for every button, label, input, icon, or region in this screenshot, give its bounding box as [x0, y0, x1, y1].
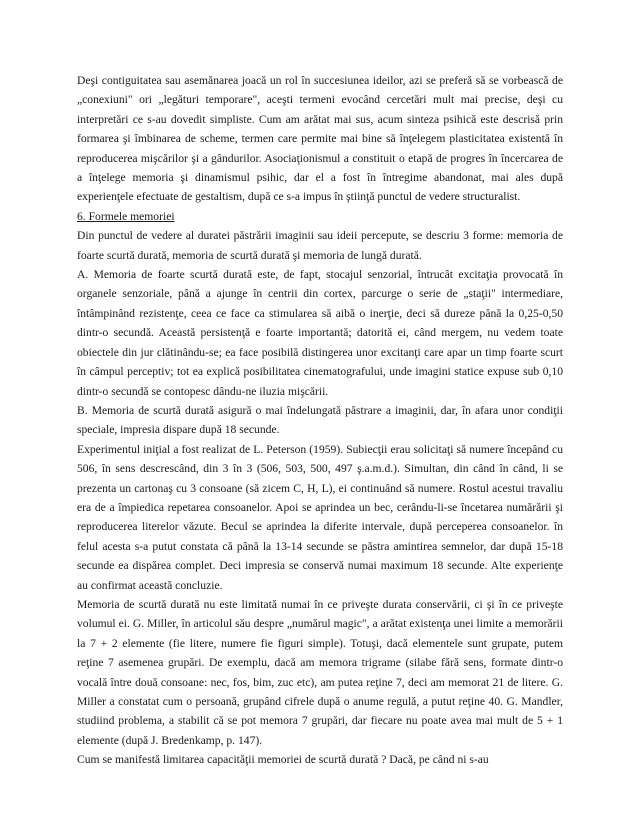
- paragraph-associationism: Deşi contiguitatea sau asemănarea joacă un rol în succesiunea ideilor, azi se preferă să se vorbească de „conexiuni" ori „legături temporare", aceşti termeni evocând cercetări mult mai precise, deşi cu interpretări ce s-au dovedit simpliste. Cum am arătat mai sus, acum sinteza psihică este descrisă prin formarea şi îmbinarea de scheme, termen care permite mai bine să înţelegem plasticitatea existentă în reproducerea mişcărilor şi a gândurilor. Asociaţionismul a constituit o etapă de progres în încercarea de a înţelege memoria şi dinamismul psihic, dar el a fost în întregime abandonat, mai ales după experienţele efectuate de gestaltism, după ce s-a impus în ştiinţă punctul de vedere structuralist.: [77, 74, 563, 204]
- document-page: [77, 71, 563, 770]
- section-heading-forms-of-memory: 6. Formele memoriei: [77, 209, 175, 223]
- paragraph-short-memory: B. Memoria de scurtă durată asigură o mai îndelungată păstrare a imaginii, dar, în afara unor condiţii speciale, impresia dispare după 18 secunde.: [77, 403, 563, 437]
- paragraph-three-forms: Din punctul de vedere al duratei păstrării imaginii sau ideii percepute, se descriu 3 forme: memoria de foarte scurtă durată, memoria de scurtă durată şi memoria de lungă durată.: [77, 229, 563, 262]
- paragraph-very-short-memory: A. Memoria de foarte scurtă durată este, de fapt, stocajul senzorial, întrucât excitaţia provocată în organele senzoriale, până a ajunge în centrii din cortex, parcurge o serie de „staţii" intermediare, întâmpinând rezistenţe, ceea ce face ca stimularea să aibă o inerţie, deci să dureze până la 0,25-0,50 dintr-o secundă. Această persistenţă e foarte importantă; datorită ei, când mergem, nu vedem toate obiectele din jur clătinându-se; ea face posibilă distingerea unor excitanţi care apar un timp foarte scurt în câmpul perceptiv; tot ea explică posibilitatea cinematografului, unde imagini statice expuse sub 0,10 dintr-o secundă se contopesc dându-ne iluzia mişcării.: [77, 268, 563, 398]
- paragraph-miller-magic-number: Memoria de scurtă durată nu este limitată numai în ce priveşte durata conservării, ci şi în ce priveşte volumul ei. G. Miller, în articolul său despre „numărul magic", a arătat existenţa unei limite a memorării la 7 + 2 elemente (fie litere, numere fie figuri simple). Totuşi, dacă elementele sunt grupate, putem reţine 7 asemenea grupări. De exemplu, dacă am memora trigrame (silabe fără sens, formate dintr-o vocală între două consoane: nec, fos, bim, zuc etc), am putea reţine 7, deci am memorat 21 de litere. G. Miller a constatat cum o persoană, grupând cifrele după o anume regulă, a putut reţine 40. G. Mandler, studiind problema, a stabilit că se pot memora 7 grupări, dar fiecare nu poate avea mai mult de 5 + 1 elemente (după J. Bredenkamp, p. 147).: [77, 597, 563, 747]
- paragraph-capacity-limitation: Cum se manifestă limitarea capacităţii memoriei de scurtă durată ? Dacă, pe când ni s-au: [77, 753, 489, 767]
- paragraph-peterson-experiment: Experimentul iniţial a fost realizat de L. Peterson (1959). Subiecţii erau solicitaţi să numere începând cu 506, în sens descrescând, din 3 în 3 (506, 503, 500, 497 ş.a.m.d.). Simultan, din când în când, li se prezenta un cartonaş cu 3 consoane (să zicem C, H, L), ei continuând să numere. Rostul acestui travaliu era de a împiedica repetarea consoanelor. Apoi se aprindea un bec, cerându-li-se încetarea numărării şi reproducerea literelor văzute. Becul se aprindea la diferite intervale, după perceperea consoanelor. în felul acesta s-a putut constata că până la 13-14 secunde se păstra amintirea semnelor, dar după 15-18 secunde ea dispărea complet. Deci impresia se conservă numai maximum 18 secunde. Alte experienţe au confirmat această concluzie.: [77, 442, 563, 592]
